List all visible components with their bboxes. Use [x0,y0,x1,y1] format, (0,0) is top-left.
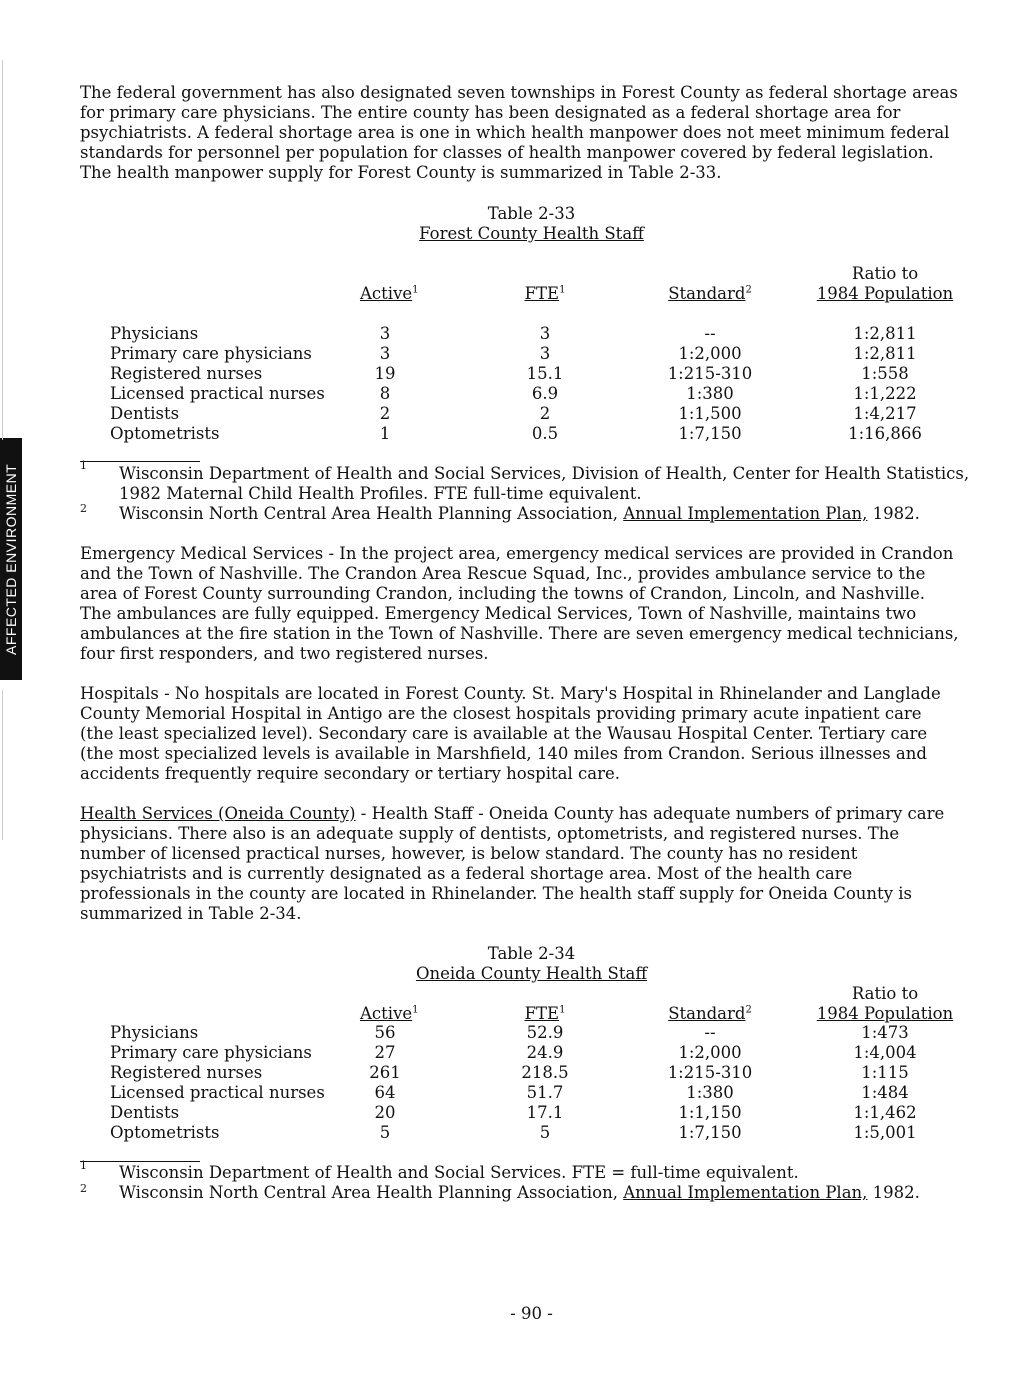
active-value: 3 [379,324,391,343]
standard-value: 1:2,000 [678,344,742,363]
footnote-text: Wisconsin Department of Health and Social Services, Division of Health, Center for Health Statistics, 1982 Maternal Child Health Profiles. FTE full-time equivalent. [119,464,970,503]
row-label: Dentists [110,404,180,423]
row-label: Optometrists [110,424,220,443]
standard-value: 1:1,500 [678,404,742,423]
active-value: 261 [369,1063,401,1082]
row-label: Physicians [110,1023,199,1042]
standard-value: 1:1,150 [678,1103,742,1122]
section-side-tab: AFFECTED ENVIRONMENT [0,438,22,680]
ratio-value: 1:1,222 [853,384,917,403]
margin-line [2,690,3,840]
fte-header: FTE$^1$ [524,1004,566,1023]
row-label: Physicians [110,324,199,343]
active-value: 27 [374,1043,396,1062]
footnote-number: 1 [80,459,87,472]
ratio-value: 1:473 [861,1023,909,1042]
table-number: Table 2-33 [487,204,576,223]
row-label: Dentists [110,1103,180,1122]
oneida-paragraph: Health Services (Oneida County) - Health Staff - Oneida County has adequate numbers of primary care physicians. There also is an adequate supply of dentists, optometrists, and registered nurses. The number of licensed practical nurses, however, is below standard. The county has no resident psychiatrists and is currently designated as a federal shortage area. Most of the health care professionals in the county are located in Rhinelander. The health staff supply for Oneida County is summarized in Table 2-34. [80,804,945,923]
standard-value: 1:7,150 [678,424,742,443]
standard-value: -- [704,1023,716,1042]
fte-value: 52.9 [526,1023,564,1042]
table-title: Oneida County Health Staff [415,964,648,983]
ratio-value: 1:558 [861,364,909,383]
active-value: 1 [379,424,391,443]
active-header: Active$^1$ [360,284,419,303]
ratio-value: 1:4,004 [853,1043,917,1062]
fte-value: 6.9 [531,384,559,403]
ratio-value: 1:16,866 [848,424,922,443]
table-number: Table 2-34 [487,944,576,963]
margin-line [2,60,3,440]
active-value: 3 [379,344,391,363]
intro-paragraph: The federal government has also designated seven townships in Forest County as federal shortage areas for primary care physicians. The entire county has been designated as a federal shortage area for psychiatrists. A federal shortage area is one in which health manpower does not meet minimum federal standards for personnel per population for classes of health manpower covered by federal legislation. The health manpower supply for Forest County is summarized in Table 2-33. [80,83,958,182]
standard-value: 1:215-310 [667,364,753,383]
ratio-value: 1:115 [861,1063,909,1082]
footnote-rule [80,1161,200,1162]
oneida-heading: Health Services (Oneida County) [80,804,356,823]
ems-paragraph: Emergency Medical Services - In the project area, emergency medical services are provided in Crandon and the Town of Nashville. The Crandon Area Rescue Squad, Inc., provides ambulance service to the area of Forest County surrounding Crandon, including the towns of Crandon, Lincoln, and Nashville. The ambulances are fully equipped. Emergency Medical Services, Town of Nashville, maintains two ambulances at the fire station in the Town of Nashville. There are seven emergency medical technicians, four first responders, and two registered nurses. [80,544,959,663]
row-label: Primary care physicians [110,1043,312,1062]
ratio-header-line1: Ratio to [851,984,919,1003]
footnote-rule [80,461,200,462]
standard-value: 1:215-310 [667,1063,753,1082]
standard-value: 1:380 [686,384,734,403]
fte-value: 2 [539,404,551,423]
footnote-text: Wisconsin North Central Area Health Planning Association, Annual Implementation Plan, 1982. [119,504,920,523]
ratio-value: 1:484 [861,1083,909,1102]
fte-value: 17.1 [526,1103,564,1122]
active-value: 64 [374,1083,396,1102]
fte-value: 0.5 [531,424,559,443]
fte-value: 51.7 [526,1083,564,1102]
row-label: Licensed practical nurses [110,1083,325,1102]
fte-value: 5 [539,1123,551,1142]
ratio-value: 1:5,001 [853,1123,917,1142]
row-label: Registered nurses [110,1063,263,1082]
active-value: 19 [374,364,396,383]
standard-header: Standard$^2$ [668,1004,752,1023]
fte-value: 218.5 [521,1063,569,1082]
ratio-value: 1:2,811 [853,344,917,363]
table-title: Forest County Health Staff [419,224,644,243]
active-header: Active$^1$ [360,1004,419,1023]
active-value: 5 [379,1123,391,1142]
ratio-value: 1:2,811 [853,324,917,343]
standard-value: -- [704,324,716,343]
row-label: Licensed practical nurses [110,384,325,403]
row-label: Primary care physicians [110,344,312,363]
fte-value: 24.9 [526,1043,564,1062]
row-label: Registered nurses [110,364,263,383]
standard-value: 1:7,150 [678,1123,742,1142]
active-value: 2 [379,404,391,423]
footnote-number: 2 [80,502,87,515]
row-label: Optometrists [110,1123,220,1142]
standard-value: 1:380 [686,1083,734,1102]
fte-value: 3 [539,324,551,343]
ratio-header-line2: 1984 Population [816,1004,954,1023]
ratio-value: 1:1,462 [853,1103,917,1122]
footnote-text: Wisconsin Department of Health and Social Services. FTE = full-time equivalent. [119,1163,799,1182]
active-value: 20 [374,1103,396,1122]
fte-value: 3 [539,344,551,363]
active-value: 56 [374,1023,396,1042]
ratio-header-line1: Ratio to [851,264,919,283]
page-number: - 90 - [510,1304,553,1323]
fte-value: 15.1 [526,364,564,383]
active-value: 8 [379,384,391,403]
footnote-text: Wisconsin North Central Area Health Planning Association, Annual Implementation Plan, 1982. [119,1183,920,1202]
hospitals-paragraph: Hospitals - No hospitals are located in Forest County. St. Mary's Hospital in Rhinelander and Langlade County Memorial Hospital in Antigo are the closest hospitals providing primary acute inpatient care (the least specialized level). Secondary care is available at the Wausau Hospital Center. Tertiary care (the most specialized levels is available in Marshfield, 140 miles from Crandon. Serious illnesses and accidents frequently require secondary or tertiary hospital care. [80,684,941,783]
footnote-number: 1 [80,1159,87,1172]
fte-header: FTE$^1$ [524,284,566,303]
ratio-header-line2: 1984 Population [816,284,954,303]
ratio-value: 1:4,217 [853,404,917,423]
footnote-number: 2 [80,1182,87,1195]
standard-value: 1:2,000 [678,1043,742,1062]
standard-header: Standard$^2$ [668,284,752,303]
